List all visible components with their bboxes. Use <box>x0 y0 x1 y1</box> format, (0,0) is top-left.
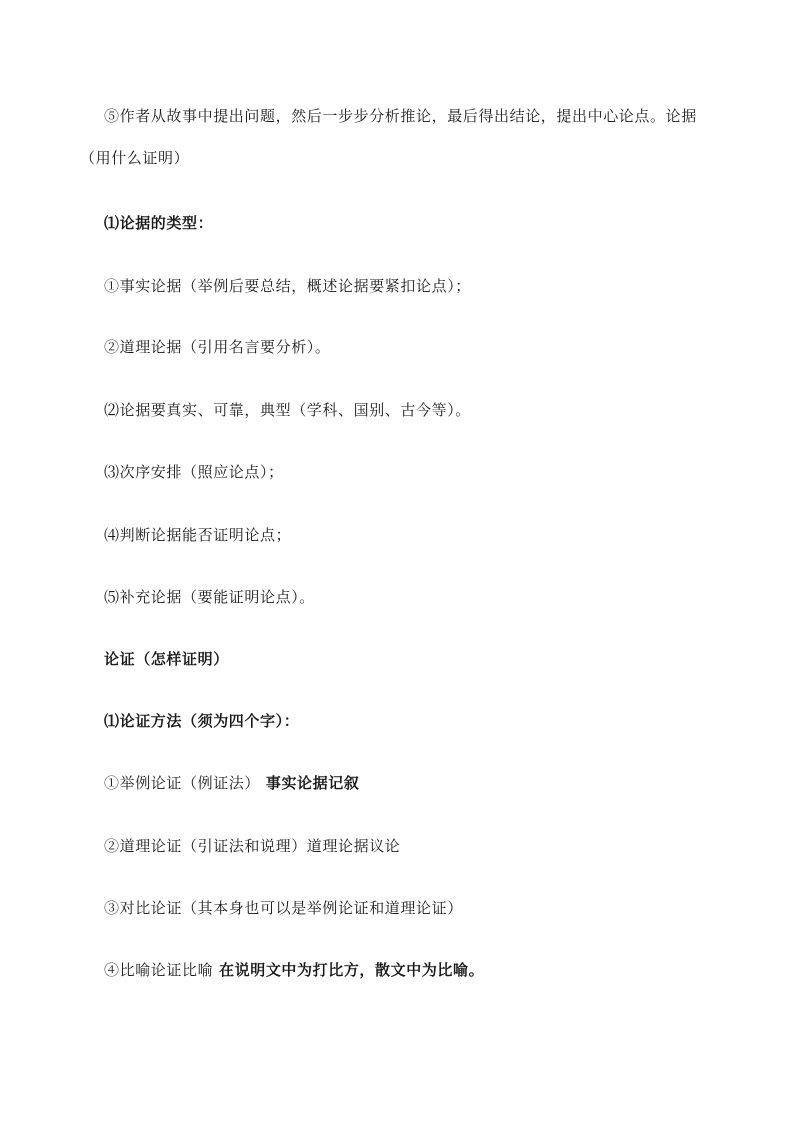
section-heading-methods: ⑴论证方法（须为四个字）： <box>104 712 300 730</box>
list-item-metaphor-argument-note: 在说明文中为打比方，散文中为比喻。 <box>213 961 485 979</box>
list-item-metaphor-argument <box>104 960 484 980</box>
list-item-example-argument-main: ①举例论证（例证法） <box>104 774 261 792</box>
list-item-supplement: ⑸补充论据（要能证明论点）。 <box>104 588 315 606</box>
list-item-fact-evidence: ①事实论据（举例后要总结，概述论据要紧扣论点）； <box>104 277 471 295</box>
paragraph-line-2: （用什么证明） <box>80 149 190 167</box>
list-item-example-argument <box>104 773 359 793</box>
list-item-metaphor-argument-main: ④比喻论证比喻 <box>104 961 214 979</box>
list-item-order: ⑶次序安排（照应论点）； <box>104 463 284 481</box>
list-item-judge: ⑷判断论据能否证明论点； <box>104 526 292 544</box>
section-heading-evidence-types: ⑴论据的类型： <box>104 214 214 232</box>
paragraph-line-1: ⑤作者从故事中提出问题，然后一步步分析推论，最后得出结论，提出中心论点。论据 <box>104 107 697 125</box>
list-item-evidence-real: ⑵论据要真实、可靠，典型（学科、国别、古今等）。 <box>104 401 471 419</box>
list-item-reason-evidence: ②道理论据（引用名言要分析）。 <box>104 338 331 356</box>
list-item-example-argument-note: 事实论据记叙 <box>260 774 360 792</box>
section-heading-argumentation: 论证（怎样证明） <box>104 650 229 668</box>
list-item-contrast-argument: ③对比论证（其本身也可以是举例论证和道理论证） <box>104 899 463 917</box>
list-item-reason-argument: ②道理论证（引证法和说理）道理论据议论 <box>104 837 401 855</box>
